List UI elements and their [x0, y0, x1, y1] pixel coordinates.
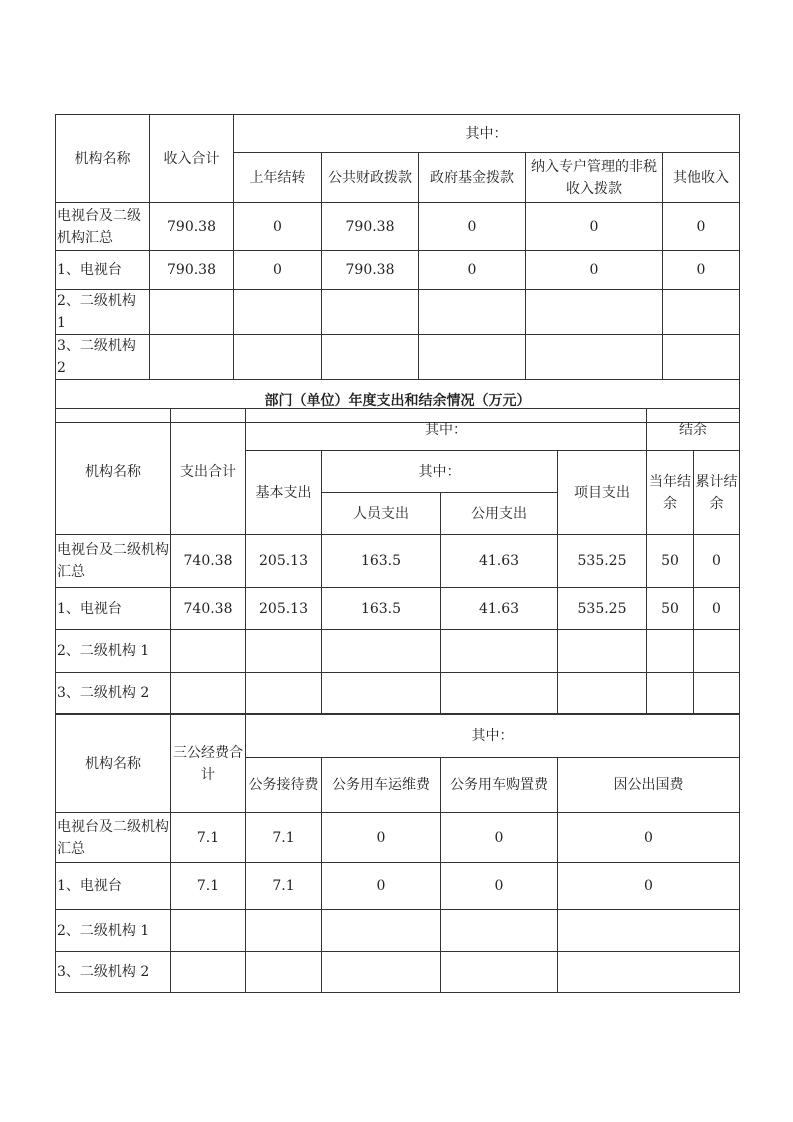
- cell: [322, 673, 441, 714]
- cell: 7.1: [246, 813, 322, 863]
- header-of: 其中：: [246, 715, 740, 758]
- cell: 163.5: [322, 588, 441, 630]
- cell: [246, 952, 322, 993]
- cell: 7.1: [246, 863, 322, 910]
- cell: [419, 335, 526, 380]
- cell: 535.25: [558, 535, 647, 588]
- header-col: 公务用车运维费: [322, 758, 441, 813]
- cell: 790.38: [322, 203, 419, 251]
- header-col: 公务用车购置费: [441, 758, 558, 813]
- cell: 50: [647, 535, 694, 588]
- cell: 0: [234, 251, 322, 290]
- org-name: 3、二级机构 2: [56, 673, 171, 714]
- header-personnel: 人员支出: [322, 493, 441, 535]
- cell: [526, 335, 663, 380]
- header-balance: 结余: [647, 409, 740, 451]
- cell: 163.5: [322, 535, 441, 588]
- cell: [694, 673, 740, 714]
- cell: 0: [558, 813, 740, 863]
- cell: [150, 335, 234, 380]
- cell: 0: [526, 251, 663, 290]
- cell: 0: [419, 203, 526, 251]
- org-name: 1、电视台: [56, 251, 150, 290]
- cell: 0: [441, 863, 558, 910]
- cell: 790.38: [150, 251, 234, 290]
- header-col: 其他收入: [663, 153, 740, 203]
- cell: [663, 290, 740, 335]
- header-col: 因公出国费: [558, 758, 740, 813]
- cell: [647, 630, 694, 673]
- org-name: 3、二级机构 2: [56, 952, 171, 993]
- header-total: 收入合计: [150, 115, 234, 203]
- header-col: 上年结转: [234, 153, 322, 203]
- cell: [558, 630, 647, 673]
- table-row: [56, 251, 740, 290]
- org-name: 2、二级机构 1: [56, 290, 150, 335]
- cell: [694, 630, 740, 673]
- cell: [558, 910, 740, 952]
- cell: [246, 630, 322, 673]
- header-total: 三公经费合计: [171, 715, 246, 813]
- table-row: [56, 203, 740, 251]
- cell: 0: [526, 203, 663, 251]
- table-row: [56, 952, 740, 993]
- cell: [441, 910, 558, 952]
- cell: 41.63: [441, 588, 558, 630]
- table-row: [56, 910, 740, 952]
- org-name: 2、二级机构 1: [56, 910, 171, 952]
- cell: [246, 910, 322, 952]
- cell: [322, 952, 441, 993]
- header-of: 其中：: [246, 409, 647, 451]
- cell: 790.38: [322, 251, 419, 290]
- org-name: 电视台及二级机构汇总: [56, 203, 150, 251]
- cell: 7.1: [171, 863, 246, 910]
- header-of: 其中：: [234, 115, 740, 153]
- cell: [558, 952, 740, 993]
- header-name: 机构名称: [56, 115, 150, 203]
- table-row: [56, 588, 740, 630]
- cell: [171, 673, 246, 714]
- header-cum: 累计结余: [694, 451, 740, 535]
- cell: [171, 630, 246, 673]
- table-row: [56, 535, 740, 588]
- cell: 0: [322, 813, 441, 863]
- cell: [234, 335, 322, 380]
- header-basic-of: 其中：: [322, 451, 558, 493]
- cell: [150, 290, 234, 335]
- cell: [171, 952, 246, 993]
- cell: [526, 290, 663, 335]
- cell: [441, 673, 558, 714]
- org-name: 1、电视台: [56, 588, 171, 630]
- cell: 0: [234, 203, 322, 251]
- cell: [441, 952, 558, 993]
- cell: 205.13: [246, 588, 322, 630]
- cell: 50: [647, 588, 694, 630]
- cell: [246, 673, 322, 714]
- org-name: 电视台及二级机构汇总: [56, 813, 171, 863]
- cell: 41.63: [441, 535, 558, 588]
- expense-title: 部门（单位）年度支出和结余情况（万元）: [56, 380, 740, 423]
- cell: [647, 673, 694, 714]
- org-name: 1、电视台: [56, 863, 171, 910]
- cell: 205.13: [246, 535, 322, 588]
- cell: 7.1: [171, 813, 246, 863]
- cell: [322, 335, 419, 380]
- org-name: 电视台及二级机构汇总: [56, 535, 171, 588]
- cell: 790.38: [150, 203, 234, 251]
- cell: 0: [558, 863, 740, 910]
- cell: 0: [694, 588, 740, 630]
- cell: 0: [322, 863, 441, 910]
- table-row: [56, 813, 740, 863]
- table-row: [56, 335, 740, 380]
- cell: 0: [694, 535, 740, 588]
- header-name: 机构名称: [56, 715, 171, 813]
- header-name: 机构名称: [56, 409, 171, 535]
- cell: [419, 290, 526, 335]
- income-table: [55, 114, 740, 423]
- header-col: 纳入专户管理的非税收入拨款: [526, 153, 663, 203]
- cell: 0: [663, 203, 740, 251]
- header-col: 公共财政拨款: [322, 153, 419, 203]
- cell: [663, 335, 740, 380]
- cell: [234, 290, 322, 335]
- cell: [558, 673, 647, 714]
- expense-table: [55, 408, 740, 714]
- org-name: 3、二级机构 2: [56, 335, 150, 380]
- header-col: 政府基金拨款: [419, 153, 526, 203]
- org-name: 2、二级机构 1: [56, 630, 171, 673]
- header-project: 项目支出: [558, 451, 647, 535]
- cell: [322, 910, 441, 952]
- cell: [322, 630, 441, 673]
- header-public: 公用支出: [441, 493, 558, 535]
- cell: [171, 910, 246, 952]
- table-row: [56, 290, 740, 335]
- header-year: 当年结余: [647, 451, 694, 535]
- cell: [322, 290, 419, 335]
- cell: 0: [419, 251, 526, 290]
- header-total: 支出合计: [171, 409, 246, 535]
- cell: 740.38: [171, 588, 246, 630]
- table-row: [56, 630, 740, 673]
- cell: 535.25: [558, 588, 647, 630]
- table-row: [56, 673, 740, 714]
- cell: [441, 630, 558, 673]
- cell: 0: [441, 813, 558, 863]
- cell: 740.38: [171, 535, 246, 588]
- three-public-table: [55, 714, 740, 993]
- cell: 0: [663, 251, 740, 290]
- header-basic: 基本支出: [246, 451, 322, 535]
- table-row: [56, 863, 740, 910]
- header-col: 公务接待费: [246, 758, 322, 813]
